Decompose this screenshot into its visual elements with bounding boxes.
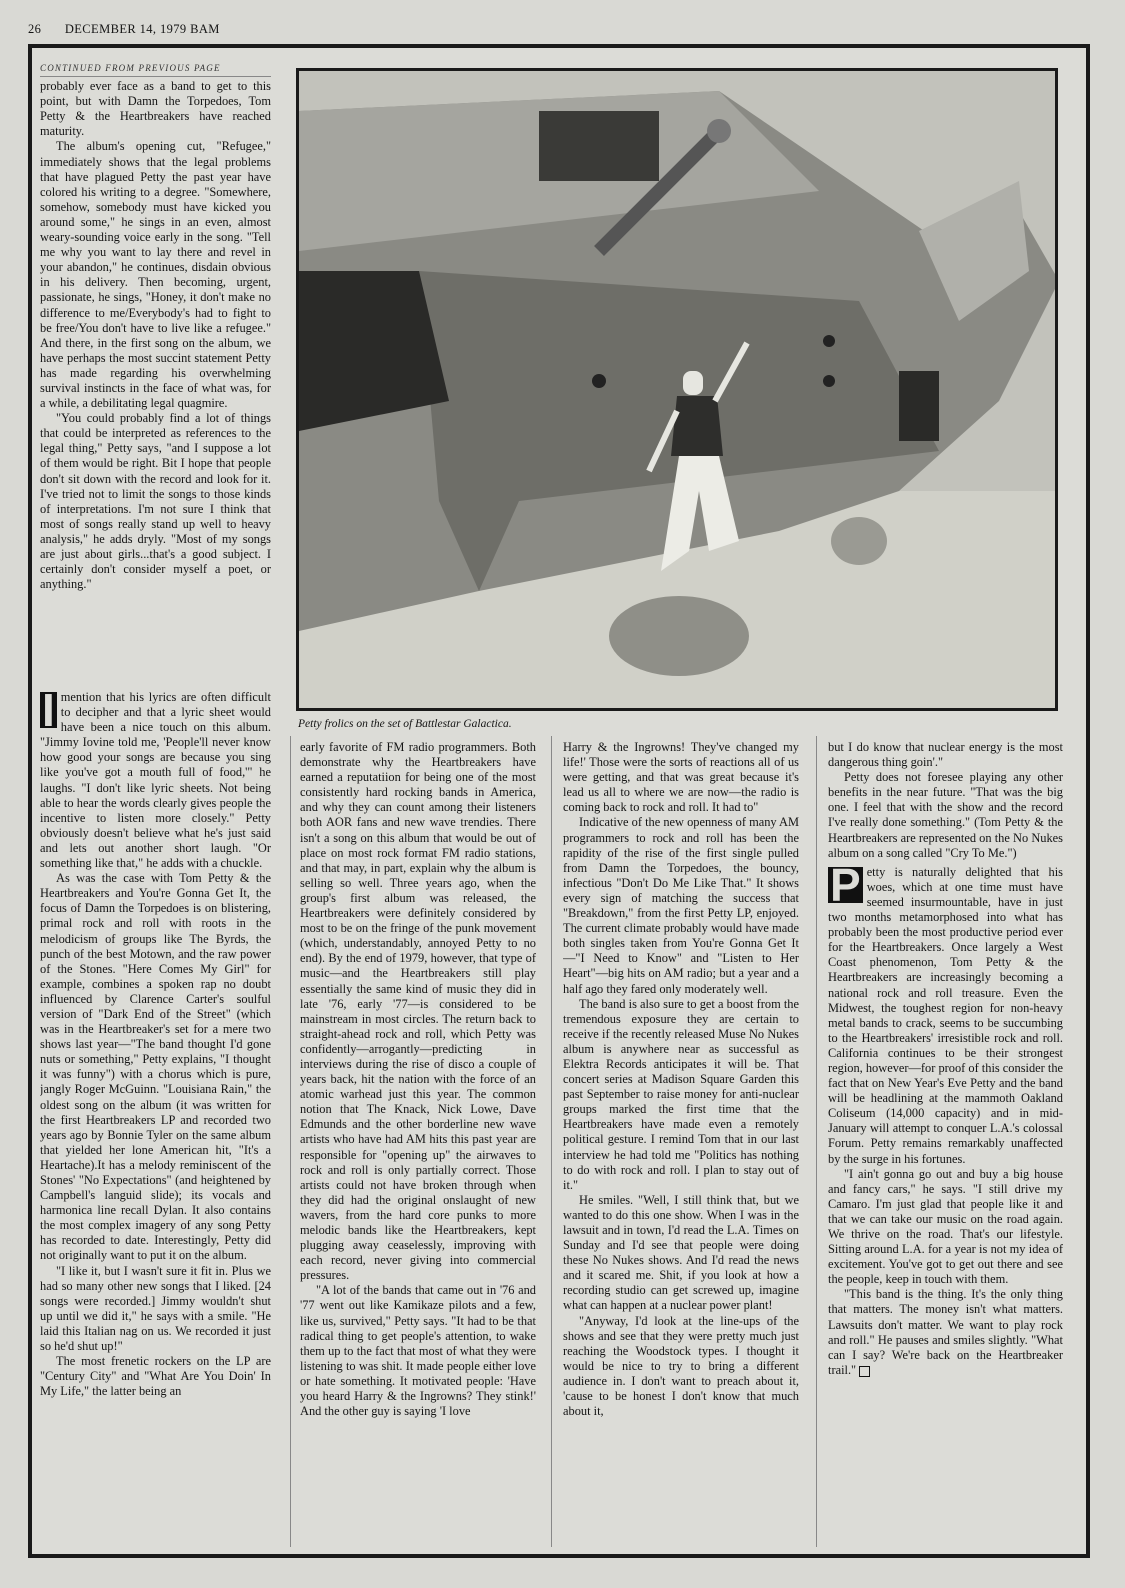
drop-cap: I (42, 690, 55, 736)
column-rule (816, 736, 817, 1547)
column-4 (828, 740, 1063, 1546)
paragraph: Harry & the Ingrowns! They've changed my life!' Those were the sorts of reactions all of us were getting, and that was great because it's lead us all to where we are now—the radio is coming back to rock and roll. It had to" (563, 740, 799, 815)
paragraph: "A lot of the bands that came out in '76 and '77 went out like Kamikaze pilots and a few, like us, survived," Petty says. "It had to be that radical thing to get people's attention, to wake them up to the fact that most of what they were listening to was shit. It made people either love or hate something. It motivated people: 'Have you heard Harry & the Ingrowns? They stink!' And the other guy is saying 'I love (300, 1283, 536, 1419)
paragraph: "I like it, but I wasn't sure it fit in. Plus we had so many other new songs that I liked. [24 songs were recorded.] Jimmy wouldn't shut up until we did it," he says with a smile. "He laid this Italian nag on us. We recorded it just so he'd shut up!" (40, 1263, 271, 1354)
paragraph-text: etty is naturally delighted that his woes, which at one time must have seemed insurmountable, have in just two months metamorphosed into what has probably been the most productive period ever for the Heartbreakers. Once largely a West Coast phenomenon, Tom Petty & the Heartbreakers are increasingly becoming a national rock and roll treasure. Even the Midwest, the toughest region for non-heavy metal bands to crack, seems to be succumbing to the Heartbreakers' irresistible rock and roll. California continues to be their strongest region, however—for proof of this consider the fact that on New Year's Eve Petty and the band will be headlining at the mammoth Oakland Coliseum (14,000 capacity) and in mid-January will attempt to conquer L.A.'s colossal Forum. Petty remains remarkably unaffected by the surge in his fortunes. (828, 864, 1063, 1166)
paragraph-with-dropcap (828, 858, 1063, 1167)
paragraph: Indicative of the new openness of many AM programmers to rock and roll has been the rapidity of the rise of the first single pulled from Damn the Torpedoes, the bouncy, infectious "Don't Do Me Like That." It shows every sign of matching the success that "Breakdown," from the first Petty LP, enjoyed. The current climate probably would have made both singles taken from You're Gonna Get It—"I Need to Know" and "Listen to Her Heart"—big hits on AM radio; but a year and a half ago they fared only moderately well. (563, 815, 799, 996)
column-3 (563, 740, 799, 1546)
paragraph: but I do know that nuclear energy is the most dangerous thing goin'." (828, 740, 1063, 770)
paragraph: "You could probably find a lot of things that could be interpreted as references to the legal thing," Petty says, "and I suppose a lot of them would be right. Bit I hope that people don't sit down with the record and look for it. I've tried not to limit the songs to those kinds of interpretations. I'm not sure I think that most of songs really stand up well to heavy analysis," he adds dryly. "Most of my songs are just about girls...that's a good subject. I certainly don't consider myself a poet, or anything." (40, 411, 271, 592)
drop-cap: P (830, 858, 861, 911)
paragraph-with-dropcap (40, 690, 271, 871)
paragraph: "I ain't gonna go out and buy a big house and fancy cars," he says. "I still drive my Camaro. I'm just glad that people like it and that we can take our music on the road again. We thrive on the road. That's our lifestyle. Sitting around L.A. for a year is not my idea of excitement. You've got to get out there and see the people, keep in touch with them. (828, 1166, 1063, 1287)
paragraph: The most frenetic rockers on the LP are "Century City" and "What Are You Doin' In My Life," the latter being an (40, 1354, 271, 1399)
paragraph: "Anyway, I'd look at the line-ups of the shows and see that they were pretty much just reaching the Woodstock types. I thought it would be nice to try to bring a different audience in. I don't want to preach about it, 'cause to be honest I don't know that much about it, (563, 1313, 799, 1419)
paragraph: The band is also sure to get a boost from the tremendous exposure they are certain to receive if the recently released Muse No Nukes album is anywhere near as successful as Elektra Records anticipates it will be. That concert series at Madison Square Garden this past September to raise money for anti-nuclear groups marked the first time that the Heartbreakers have made even a remotely political gesture. I remind Tom that in our last interview he had told me "Politics has nothing to do with rock and roll. I plan to stay out of it." (563, 996, 799, 1192)
paragraph: Petty does not foresee playing any other benefits in the near future. "That was the big one. I feel that with the show and the record I've really done something." (Tom Petty & the Heartbreakers are represented on the No Nukes album on a song called "Cry To Me.") (828, 770, 1063, 860)
photo-battlestar-set (296, 68, 1058, 711)
continued-label: CONTINUED FROM PREVIOUS PAGE (40, 61, 271, 77)
paragraph: He smiles. "Well, I still think that, but we wanted to do this one show. When I was in the lawsuit and in town, I'd read the L.A. Times on Sunday and I'd see that people were doing these No Nukes shows. And I'd read the news and it scared me. Shit, if you look at how a recording studio can get screwed up, imagine what can happen at a nuclear power plant! (563, 1192, 799, 1313)
photo-caption: Petty frolics on the set of Battlestar Galactica. (298, 718, 512, 730)
column-1-top (40, 61, 271, 665)
paragraph: early favorite of FM radio programmers. Both demonstrate why the Heartbreakers have earned a reputatiion for being one of the most consistently hard rocking bands in America, and why they can count among their listeners both AOR fans and new wave trendies. There isn't a song on this album that would be out of place on most rock format FM radio stations, and that may, in part, explain why the album is selling so well. Three years ago, when the group's first album was released, the Heartbreakers were definitely considered by most to be on the fringe of the punk movement (which, understandably, annoyed Petty to no end). By the end of 1979, however, that type of music—and the Heartbreakers still play essentially the same kind of music they did in late '76, early '77—is considered to be mainstream in most circles. The return back to straight-ahead rock and roll, which Petty was confidently—arrogantly—predicting in interviews during the rise of disco a couple of years back, hit the nation with the force of an atomic warhead just this year. The common notion that The Knack, Nick Lowe, Dave Edmunds and the other borderline new wave artists who have had AM hits this past year are responsible for "opening up" the airwaves to rock and roll is only partially correct. Those artists could not have broken through when they did had the original onslaught of new wavers, from the hard core punks to more melodic bands like the Heartbreakers, kept plugging away ceaselessly, improving with each record, never giving into commercial pressures. (300, 740, 536, 1283)
column-rule (551, 736, 552, 1547)
paragraph: As was the case with Tom Petty & the Heartbreakers and You're Gonna Get It, the focus of Damn the Torpedoes is on blistering, primal rock and roll with roots in the melodicism of groups like The Byrds, the punch of the best Motown, and the raw power of the Stones. "Here Comes My Girl" for example, combines a spoken rap no doubt influenced by Clarence Carter's soulful version of "Dark End of the Street" (which was in the Heartbreaker's set for a mere two shows last year—"The band thought I'd gone nuts or something," Petty explains, "I thought it was funny") with a chorus which is pure, jangly Roger McGuinn. "Louisiana Rain," the oldest song on the album (it was written for the first Heartbreakers LP and recorded two years ago by Bonnie Tyler on the same album that yielded her lone American hit, "It's a Heartache).It has a melody reminiscent of the Stones' "No Expectations" (and heightened by Campbell's languid slide); its vocals and harmonica line recall Dylan. It also contains the most complex imagery of any song Petty has recorded to date. Interestingly, Petty did not originally want to put it on the album. (40, 871, 271, 1263)
page-number: 26 (28, 22, 42, 36)
paragraph: probably ever face as a band to get to this point, but with Damn the Torpedoes, Tom Petty & the Heartbreakers have reached maturity. (40, 79, 271, 139)
photo-image (299, 71, 1055, 708)
paragraph-text: "This band is the thing. It's the only thing that matters. The money isn't what matters. Lawsuits don't matter. We want to play rock and roll." He pauses and smiles slightly. "What can I say? We're back on the Heartbreaker trail." (828, 1287, 1063, 1377)
paragraph: The album's opening cut, "Refugee," immediately shows that the legal problems that have plagued Petty the past year have colored his writing to a degree. "Somewhere, somehow, somebody must have kicked you around some," he sings in an even, almost weary-sounding voice early in the song. "Tell me why you want to lay there and revel in your abandon," he continues, disdain obvious in his delivery. Then becoming, urgent, passionate, he sings, "Honey, it don't make no difference to me/Everybody's had to fight to be free/You don't have to live like a refugee." And there, in the first song on the album, we have perhaps the most succint statement Petty has made regarding his overwhelming survival instincts in the face of what was, for a while, a debilitating legal quagmire. (40, 139, 271, 411)
end-mark-icon (859, 1366, 870, 1377)
paragraph-text: mention that his lyrics are often difficult to decipher and that a lyric sheet would have been a nice touch on this album. "Jimmy Iovine told me, 'People'll never know how good your songs are because you sing like you've got a mouth full of food,'" he laughs. "I don't like lyric sheets. Not being able to hear the words clearly gives people the incentive to listen more closely." Petty obviously doesn't believe what he's just said and lets out another short laugh. "Or something like that," he adds with a chuckle. (40, 690, 271, 871)
issue-date: DECEMBER 14, 1979 BAM (64, 22, 220, 36)
running-head (28, 22, 1098, 42)
column-2 (300, 740, 536, 1546)
paragraph (828, 1287, 1063, 1378)
column-1-bottom (40, 690, 271, 1547)
column-rule (290, 736, 291, 1547)
